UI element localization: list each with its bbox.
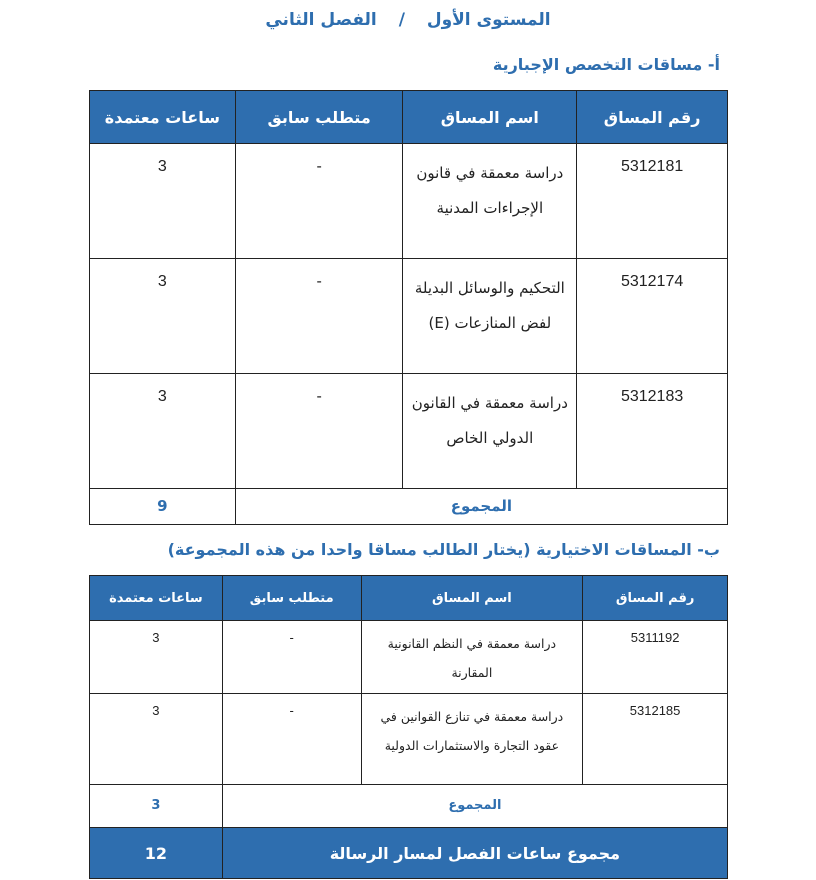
course-name: دراسة معمقة في النظم القانونية المقارنة — [361, 621, 583, 694]
header-separator: / — [398, 10, 405, 30]
table-row — [90, 374, 728, 489]
table-row — [90, 144, 728, 259]
course-code: 5312181 — [577, 144, 728, 259]
total-row — [90, 785, 728, 828]
course-prereq: - — [235, 374, 403, 489]
course-name: دراسة معمقة في قانون الإجراءات المدنية — [403, 144, 577, 259]
course-prereq: - — [222, 621, 361, 694]
level-label: المستوى الأول — [426, 10, 551, 30]
table-header-row — [90, 576, 728, 621]
course-hours: 3 — [90, 144, 236, 259]
course-code: 5311192 — [583, 621, 728, 694]
col-course-code: رقم المساق — [583, 576, 728, 621]
course-hours: 3 — [90, 259, 236, 374]
course-hours: 3 — [90, 694, 223, 785]
col-prerequisite: متطلب سابق — [235, 91, 403, 144]
page-header — [0, 10, 816, 30]
course-code: 5312185 — [583, 694, 728, 785]
col-credit-hours: ساعات معتمدة — [90, 576, 223, 621]
elective-courses-table — [89, 575, 728, 879]
course-name: دراسة معمقة في تنازع القوانين في عقود التجارة والاستثمارات الدولية — [361, 694, 583, 785]
table-row — [90, 621, 728, 694]
col-course-name: اسم المساق — [361, 576, 583, 621]
course-hours: 3 — [90, 374, 236, 489]
course-name: دراسة معمقة في القانون الدولي الخاص — [403, 374, 577, 489]
grand-total-label: مجموع ساعات الفصل لمسار الرسالة — [222, 828, 727, 879]
course-prereq: - — [235, 259, 403, 374]
col-course-code: رقم المساق — [577, 91, 728, 144]
course-code: 5312183 — [577, 374, 728, 489]
col-course-name: اسم المساق — [403, 91, 577, 144]
col-credit-hours: ساعات معتمدة — [90, 91, 236, 144]
grand-total-row — [90, 828, 728, 879]
total-value: 3 — [90, 785, 223, 828]
total-row — [90, 489, 728, 525]
table-row — [90, 694, 728, 785]
total-label: المجموع — [222, 785, 727, 828]
course-prereq: - — [235, 144, 403, 259]
table-header-row — [90, 91, 728, 144]
col-prerequisite: متطلب سابق — [222, 576, 361, 621]
total-value: 9 — [90, 489, 236, 525]
course-code: 5312174 — [577, 259, 728, 374]
course-name: التحكيم والوسائل البديلة لفض المنازعات (E) — [403, 259, 577, 374]
course-hours: 3 — [90, 621, 223, 694]
section-a-title: أ- مساقات التخصص الإجبارية — [492, 55, 720, 74]
semester-label: الفصل الثاني — [265, 10, 377, 30]
grand-total-value: 12 — [90, 828, 223, 879]
course-prereq: - — [222, 694, 361, 785]
section-b-title: ب- المساقات الاختيارية (يختار الطالب مساقا واحدا من هذه المجموعة) — [167, 540, 720, 559]
table-row — [90, 259, 728, 374]
total-label: المجموع — [235, 489, 727, 525]
mandatory-courses-table — [89, 90, 728, 525]
